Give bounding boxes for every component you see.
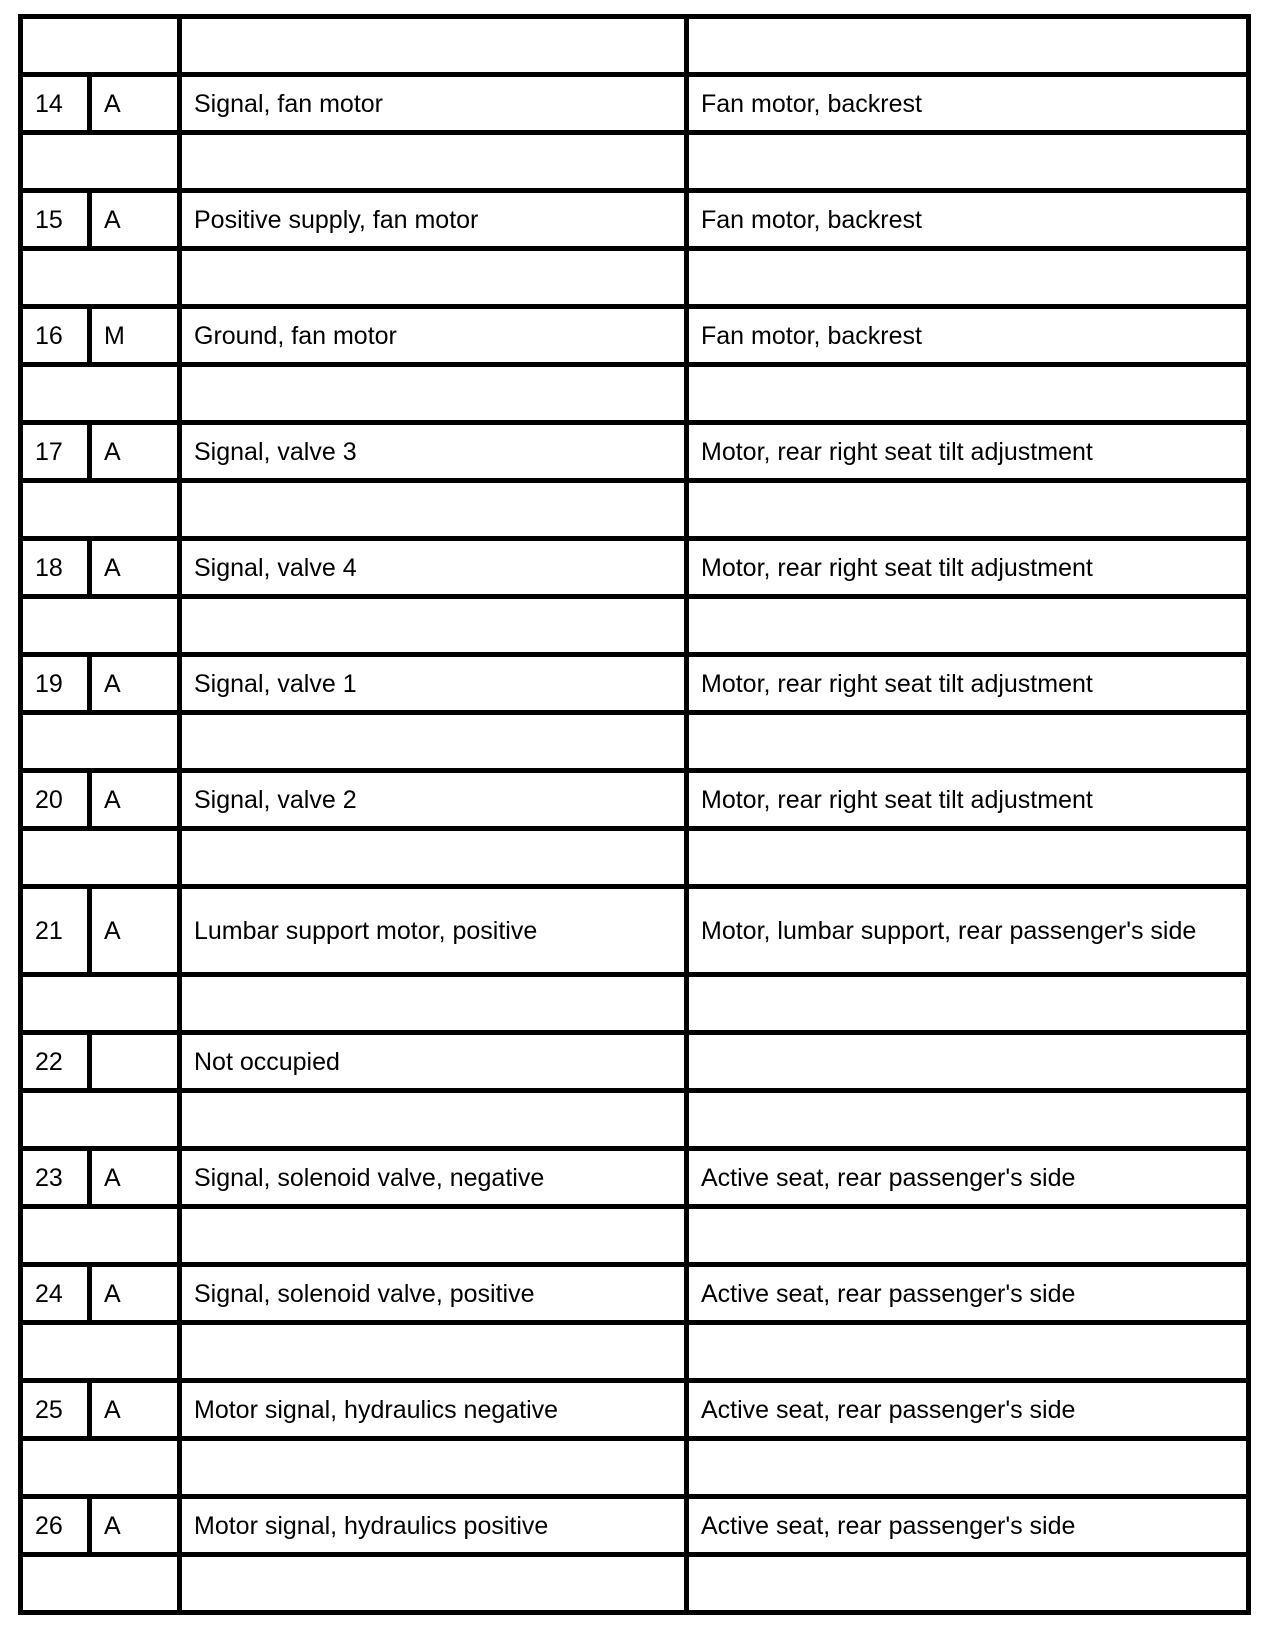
- spacer-cell: [21, 17, 180, 75]
- spacer-row: [21, 1091, 1249, 1149]
- spacer-row: [21, 249, 1249, 307]
- spacer-cell: [687, 249, 1249, 307]
- spacer-row: [21, 713, 1249, 771]
- type-cell: A: [90, 771, 180, 829]
- pin-cell: 16: [21, 307, 90, 365]
- spacer-cell: [21, 133, 180, 191]
- pin-assignment-table: [18, 14, 1251, 1615]
- pin-cell: 26: [21, 1497, 90, 1555]
- table-row: [21, 1381, 1249, 1439]
- pin-cell: 23: [21, 1149, 90, 1207]
- pin-cell: 22: [21, 1033, 90, 1091]
- table-row: [21, 307, 1249, 365]
- function-cell: Ground, fan motor: [180, 307, 687, 365]
- table-row: [21, 539, 1249, 597]
- type-cell: A: [90, 75, 180, 133]
- component-cell: Fan motor, backrest: [687, 191, 1249, 249]
- spacer-cell: [180, 975, 687, 1033]
- spacer-row: [21, 365, 1249, 423]
- spacer-cell: [687, 713, 1249, 771]
- spacer-cell: [687, 975, 1249, 1033]
- spacer-cell: [687, 365, 1249, 423]
- spacer-cell: [21, 249, 180, 307]
- pin-cell: 21: [21, 887, 90, 975]
- spacer-cell: [180, 249, 687, 307]
- spacer-cell: [21, 713, 180, 771]
- pin-cell: 20: [21, 771, 90, 829]
- type-cell: A: [90, 1381, 180, 1439]
- table-row: [21, 423, 1249, 481]
- function-cell: Motor signal, hydraulics negative: [180, 1381, 687, 1439]
- table-row: [21, 771, 1249, 829]
- spacer-cell: [180, 17, 687, 75]
- spacer-cell: [21, 975, 180, 1033]
- component-cell: Active seat, rear passenger's side: [687, 1149, 1249, 1207]
- table-row: [21, 191, 1249, 249]
- table-row: [21, 1265, 1249, 1323]
- spacer-row: [21, 1323, 1249, 1381]
- spacer-row: [21, 975, 1249, 1033]
- spacer-cell: [687, 17, 1249, 75]
- spacer-cell: [180, 1207, 687, 1265]
- spacer-cell: [21, 1207, 180, 1265]
- type-cell: [90, 1033, 180, 1091]
- function-cell: Motor signal, hydraulics positive: [180, 1497, 687, 1555]
- table-row: [21, 1497, 1249, 1555]
- spacer-cell: [180, 133, 687, 191]
- spacer-cell: [180, 1091, 687, 1149]
- spacer-cell: [687, 481, 1249, 539]
- pin-cell: 24: [21, 1265, 90, 1323]
- component-cell: Fan motor, backrest: [687, 307, 1249, 365]
- function-cell: Lumbar support motor, positive: [180, 887, 687, 975]
- type-cell: A: [90, 1497, 180, 1555]
- component-cell: Active seat, rear passenger's side: [687, 1497, 1249, 1555]
- spacer-cell: [21, 1555, 180, 1613]
- spacer-cell: [180, 597, 687, 655]
- type-cell: A: [90, 887, 180, 975]
- component-cell: Active seat, rear passenger's side: [687, 1381, 1249, 1439]
- spacer-row: [21, 1207, 1249, 1265]
- component-cell: Motor, rear right seat tilt adjustment: [687, 423, 1249, 481]
- spacer-cell: [180, 1323, 687, 1381]
- spacer-cell: [180, 713, 687, 771]
- spacer-cell: [687, 829, 1249, 887]
- component-cell: Motor, rear right seat tilt adjustment: [687, 771, 1249, 829]
- spacer-cell: [180, 1555, 687, 1613]
- type-cell: A: [90, 655, 180, 713]
- function-cell: Signal, valve 2: [180, 771, 687, 829]
- pin-cell: 14: [21, 75, 90, 133]
- spacer-cell: [21, 597, 180, 655]
- spacer-cell: [21, 1439, 180, 1497]
- pin-cell: 25: [21, 1381, 90, 1439]
- table-row: [21, 1033, 1249, 1091]
- table-row: [21, 887, 1249, 975]
- type-cell: A: [90, 191, 180, 249]
- spacer-cell: [21, 481, 180, 539]
- type-cell: A: [90, 1149, 180, 1207]
- spacer-cell: [687, 1555, 1249, 1613]
- table-body: [21, 17, 1249, 1613]
- spacer-cell: [687, 597, 1249, 655]
- spacer-cell: [21, 1323, 180, 1381]
- spacer-row: [21, 1439, 1249, 1497]
- function-cell: Positive supply, fan motor: [180, 191, 687, 249]
- spacer-cell: [687, 133, 1249, 191]
- component-cell: [687, 1033, 1249, 1091]
- pin-cell: 19: [21, 655, 90, 713]
- spacer-cell: [687, 1439, 1249, 1497]
- type-cell: A: [90, 423, 180, 481]
- spacer-cell: [21, 365, 180, 423]
- component-cell: Motor, lumbar support, rear passenger's side: [687, 887, 1249, 975]
- spacer-row: [21, 829, 1249, 887]
- spacer-cell: [687, 1207, 1249, 1265]
- spacer-cell: [180, 1439, 687, 1497]
- spacer-cell: [21, 1091, 180, 1149]
- spacer-row: [21, 597, 1249, 655]
- spacer-cell: [687, 1323, 1249, 1381]
- spacer-row: [21, 481, 1249, 539]
- spacer-cell: [180, 481, 687, 539]
- component-cell: Active seat, rear passenger's side: [687, 1265, 1249, 1323]
- type-cell: M: [90, 307, 180, 365]
- spacer-cell: [21, 829, 180, 887]
- function-cell: Signal, solenoid valve, positive: [180, 1265, 687, 1323]
- pin-cell: 17: [21, 423, 90, 481]
- function-cell: Signal, fan motor: [180, 75, 687, 133]
- spacer-row: [21, 1555, 1249, 1613]
- spacer-row: [21, 133, 1249, 191]
- spacer-cell: [180, 829, 687, 887]
- function-cell: Signal, solenoid valve, negative: [180, 1149, 687, 1207]
- table-row: [21, 1149, 1249, 1207]
- table-row: [21, 655, 1249, 713]
- pin-cell: 15: [21, 191, 90, 249]
- function-cell: Signal, valve 1: [180, 655, 687, 713]
- component-cell: Motor, rear right seat tilt adjustment: [687, 539, 1249, 597]
- type-cell: A: [90, 539, 180, 597]
- component-cell: Motor, rear right seat tilt adjustment: [687, 655, 1249, 713]
- component-cell: Fan motor, backrest: [687, 75, 1249, 133]
- spacer-row: [21, 17, 1249, 75]
- spacer-cell: [180, 365, 687, 423]
- function-cell: Signal, valve 3: [180, 423, 687, 481]
- pin-cell: 18: [21, 539, 90, 597]
- function-cell: Not occupied: [180, 1033, 687, 1091]
- spacer-cell: [687, 1091, 1249, 1149]
- function-cell: Signal, valve 4: [180, 539, 687, 597]
- type-cell: A: [90, 1265, 180, 1323]
- table-row: [21, 75, 1249, 133]
